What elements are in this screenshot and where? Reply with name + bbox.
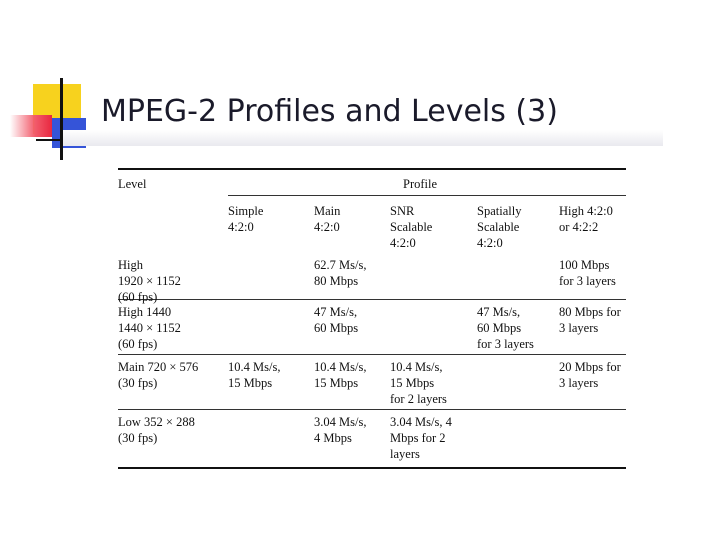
- title-underline-shade: [63, 130, 663, 146]
- row-level-label: High 1440 1440 × 1152 (60 fps): [118, 305, 181, 351]
- table-cell: 3.04 Ms/s, 4 Mbps: [314, 415, 367, 445]
- level-header: Level: [118, 177, 147, 191]
- profile-columns-row: [118, 196, 626, 248]
- profiles-levels-table: [118, 168, 626, 469]
- column-header-simple: Simple 4:2:0: [228, 204, 264, 234]
- table-cell: 80 Mbps for 3 layers: [559, 305, 621, 335]
- table-header-row: [118, 170, 626, 195]
- table-cell: 100 Mbps for 3 layers: [559, 258, 616, 288]
- table-cell: 20 Mbps for 3 layers: [559, 360, 621, 390]
- table-cell: 62.7 Ms/s, 80 Mbps: [314, 258, 367, 288]
- table-cell: 47 Ms/s, 60 Mbps: [314, 305, 359, 335]
- column-header-high: High 4:2:0 or 4:2:2: [559, 204, 613, 234]
- column-header-snr-scalable: SNR Scalable 4:2:0: [390, 204, 433, 250]
- table-row: [118, 410, 626, 467]
- column-header-spatially-scalable: Spatially Scalable 4:2:0: [477, 204, 522, 250]
- row-level-label: Low 352 × 288 (30 fps): [118, 415, 195, 445]
- row-level-label: Main 720 × 576 (30 fps): [118, 360, 199, 390]
- table-cell: 10.4 Ms/s, 15 Mbps for 2 layers: [390, 360, 447, 406]
- table-cell: 47 Ms/s, 60 Mbps for 3 layers: [477, 305, 534, 351]
- decorative-vertical-line: [60, 78, 63, 160]
- column-header-main: Main 4:2:0: [314, 204, 341, 234]
- table-cell: 3.04 Ms/s, 4 Mbps for 2 layers: [390, 415, 452, 461]
- table-cell: 10.4 Ms/s, 15 Mbps: [314, 360, 367, 390]
- decorative-red-bar: [10, 115, 52, 137]
- row-level-label: High 1920 × 1152 (60 fps): [118, 258, 181, 304]
- table-row: [118, 355, 626, 409]
- table-cell: 10.4 Ms/s, 15 Mbps: [228, 360, 281, 390]
- slide-title: MPEG-2 Profiles and Levels (3): [101, 94, 558, 129]
- table-bottom-rule: [118, 467, 626, 469]
- table-row: [118, 248, 626, 304]
- profile-header: Profile: [403, 177, 438, 191]
- table-row: [118, 300, 626, 354]
